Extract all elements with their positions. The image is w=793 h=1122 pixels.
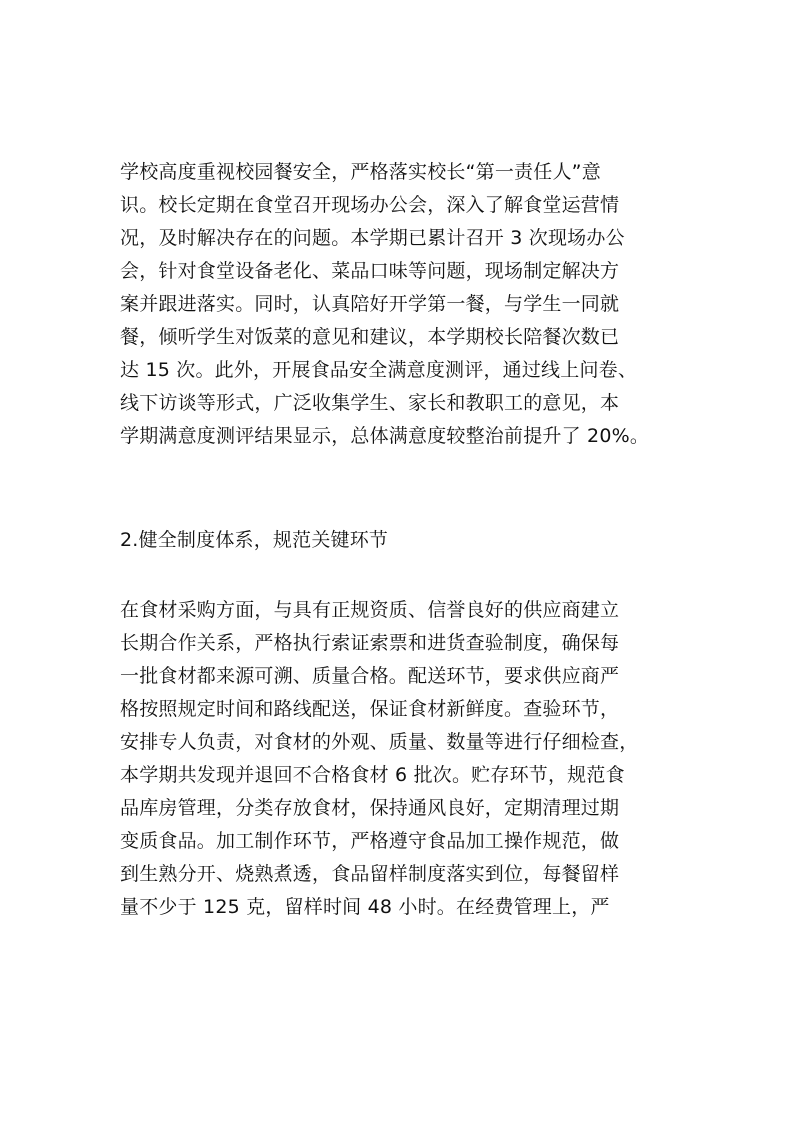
paragraph2-line-5: 安排专人负责，对食材的外观、质量、数量等进行仔细检查， (120, 731, 639, 753)
paragraph2-line-2: 长期合作关系，严格执行索证索票和进货查验制度，确保每 (120, 632, 620, 654)
paragraph2-line-4: 格按照规定时间和路线配送，保证食材新鲜度。查验环节， (120, 698, 620, 720)
paragraph1-line-8: 线下访谈等形式，广泛收集学生、家长和教职工的意见，本 (120, 392, 620, 414)
paragraph2-line-7: 品库房管理，分类存放食材，保持通风良好，定期清理过期 (120, 797, 620, 819)
paragraph2-line-1: 在食材采购方面，与具有正规资质、信誉良好的供应商建立 (120, 599, 620, 621)
paragraph1-line-3: 况，及时解决存在的问题。本学期已累计召开 3 次现场办公 (120, 227, 625, 249)
paragraph1-line-4: 会，针对食堂设备老化、菜品口味等问题，现场制定解决方 (120, 260, 620, 282)
paragraph2-line-8: 变质食品。加工制作环节，严格遵守食品加工操作规范，做 (120, 830, 620, 852)
paragraph1-line-2: 识。校长定期在食堂召开现场办公会，深入了解食堂运营情 (120, 194, 620, 216)
paragraph2-line-6: 本学期共发现并退回不合格食材 6 批次。贮存环节，规范食 (120, 764, 625, 786)
paragraph2-line-10: 量不少于 125 克，留样时间 48 小时。在经费管理上，严 (120, 896, 610, 918)
paragraph1-line-5: 案并跟进落实。同时，认真陪好开学第一餐，与学生一同就 (120, 293, 620, 315)
paragraph1-line-1: 学校高度重视校园餐安全，严格落实校长“第一责任人”意 (120, 161, 601, 183)
paragraph1-line-7: 达 15 次。此外，开展食品安全满意度测评，通过线上问卷、 (120, 359, 638, 381)
section-heading: 2.健全制度体系，规范关键环节 (120, 529, 389, 551)
paragraph1-line-6: 餐，倾听学生对饭菜的意见和建议，本学期校长陪餐次数已 (120, 326, 620, 348)
paragraph2-line-9: 到生熟分开、烧熟煮透，食品留样制度落实到位，每餐留样 (120, 863, 620, 885)
paragraph1-line-9: 学期满意度测评结果显示，总体满意度较整治前提升了 20%。 (120, 425, 650, 447)
paragraph2-line-3: 一批食材都来源可溯、质量合格。配送环节，要求供应商严 (120, 665, 620, 687)
